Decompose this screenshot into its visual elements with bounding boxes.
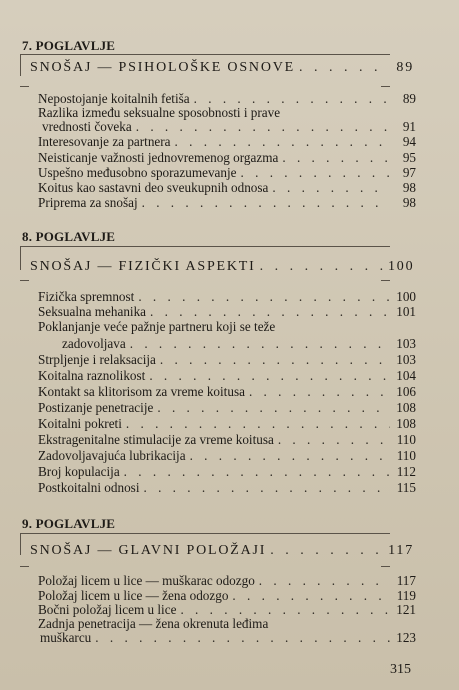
- toc-entry[interactable]: Razlika između seksualne sposobnosti i prave vrednosti čoveka . . . 91: [38, 106, 416, 134]
- section-rule-right: [381, 566, 390, 567]
- section-rule-right: [381, 86, 390, 87]
- section-rule-right: [381, 280, 390, 281]
- toc-entry[interactable]: Kontakt sa klitorisom za vreme koitusa . . . 106: [38, 385, 416, 399]
- page-number: 315: [390, 662, 411, 677]
- section-rule-left: [20, 280, 29, 281]
- chapter-top-rule: [20, 54, 390, 55]
- toc-entry[interactable]: Zadovoljavajuća lubrikacija . . . 110: [38, 449, 416, 463]
- toc-entry[interactable]: Priprema za snošaj . . . 98: [38, 196, 416, 210]
- section-rule-left: [20, 566, 29, 567]
- toc-entry[interactable]: Strpljenje i relaksacija . . . 103: [38, 353, 416, 367]
- toc-entry[interactable]: Nepostojanje koitalnih fetiša . . . 89: [38, 92, 416, 106]
- toc-entry[interactable]: Koitalna raznolikost . . . 104: [38, 369, 416, 383]
- toc-entry[interactable]: Seksualna mehanika . . . 101: [38, 305, 416, 319]
- section-heading: SNOŠAJ — GLAVNI POLOŽAJI . . . 117: [30, 543, 414, 559]
- section-rule-left: [20, 86, 29, 87]
- toc-entry[interactable]: Koitalni pokreti . . . 108: [38, 417, 416, 431]
- toc-entry[interactable]: Položaj licem u lice — muškarac odozgo . . . 117: [38, 574, 416, 588]
- toc-entry[interactable]: Koitus kao sastavni deo sveukupnih odnosa . . . 98: [38, 181, 416, 195]
- chapter-title: 9. POGLAVLJE: [22, 516, 116, 531]
- chapter-top-rule: [20, 246, 390, 247]
- chapter-title: 7. POGLAVLJE: [22, 38, 116, 53]
- toc-entry[interactable]: Bočni položaj licem u lice . . . 121: [38, 603, 416, 617]
- toc-entry[interactable]: Fizička spremnost . . . 100: [38, 290, 416, 304]
- chapter-left-rule: [20, 246, 21, 270]
- section-heading: SNOŠAJ — PSIHOLOŠKE OSNOVE . . . 89: [30, 60, 414, 76]
- toc-entry[interactable]: Ekstragenitalne stimulacije za vreme koitusa . . . 110: [38, 433, 416, 447]
- toc-entry[interactable]: Interesovanje za partnera . . . 94: [38, 135, 416, 149]
- chapter-left-rule: [20, 533, 21, 555]
- toc-entry[interactable]: Neisticanje važnosti jednovremenog orgazma . . . 95: [38, 151, 416, 165]
- chapter-title: 8. POGLAVLJE: [22, 229, 116, 244]
- toc-entry[interactable]: Broj kopulacija . . . 112: [38, 465, 416, 479]
- toc-entry[interactable]: Poklanjanje veće pažnje partneru koji se teže zadovoljava . . . 103: [38, 320, 416, 351]
- toc-entry[interactable]: Postkoitalni odnosi . . . 115: [38, 481, 416, 495]
- toc-entry[interactable]: Postizanje penetracije . . . 108: [38, 401, 416, 415]
- chapter-top-rule: [20, 533, 390, 534]
- section-heading: SNOŠAJ — FIZIČKI ASPEKTI . . . 100: [30, 259, 414, 275]
- toc-entry[interactable]: Zadnja penetracija — žena okrenuta leđima muškarcu . . . 123: [38, 617, 416, 645]
- toc-entry[interactable]: Uspešno međusobno sporazumevanje . . . 97: [38, 166, 416, 180]
- chapter-left-rule: [20, 54, 21, 76]
- toc-entry[interactable]: Položaj licem u lice — žena odozgo . . . 119: [38, 589, 416, 603]
